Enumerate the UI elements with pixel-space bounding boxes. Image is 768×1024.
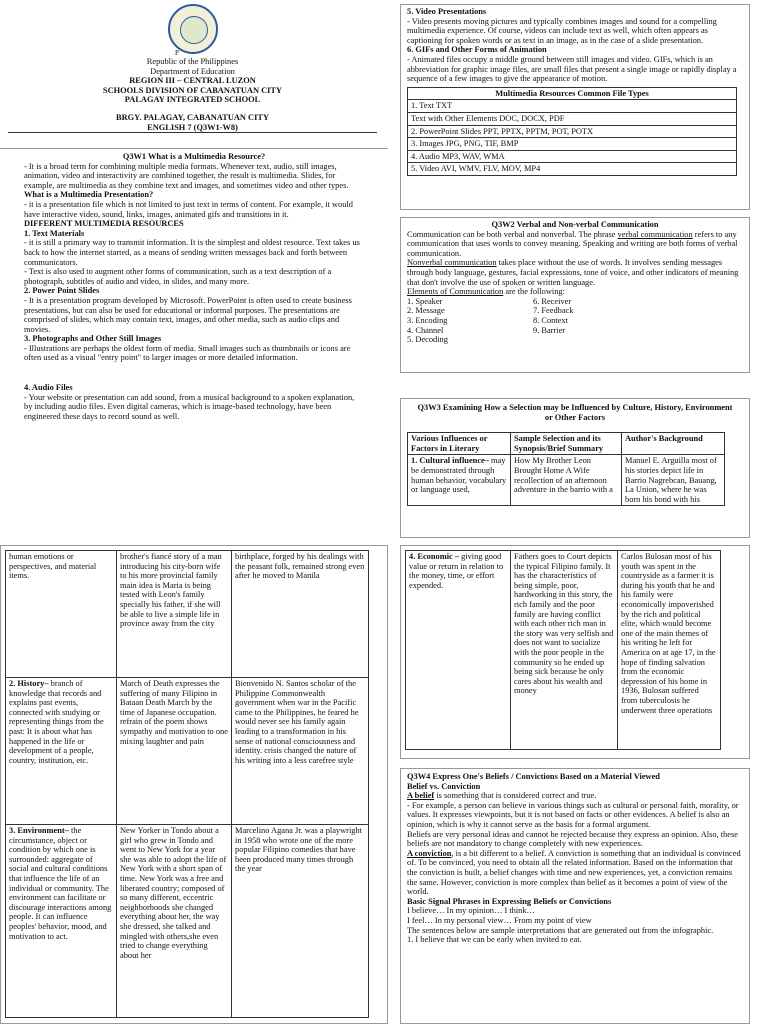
- header-region: REGION III – CENTRAL LUZON: [129, 76, 256, 86]
- file-types-row: 5. Video AVI, WMV, FLV, MOV, MP4: [408, 163, 737, 176]
- file-types-table-title: Multimedia Resources Common File Types: [408, 87, 737, 100]
- influences-header: Sample Selection and its Synopsis/Brief Summary: [511, 433, 622, 455]
- influences-cell: 4. Economic – giving good value or return in relation to the money, time, or effort expended.: [406, 551, 511, 750]
- resource-images-title: 3. Photographs and Other Still Images: [24, 334, 162, 344]
- sample-intro: The sentences below are sample interpretations that are generated out from the infographic.: [407, 925, 714, 935]
- belief-example: - For example, a person can believe in various things such as cultural or personal faith, morality, or values. It expresses viewpoints, but it is not based on facts or other evidences. A belief is also an opinion, which is why it cannot serve as the basis for a formal argument.: [407, 800, 739, 829]
- influences-cell: Marcelino Agana Jr. was a playwright in 1958 who wrote one of the more popular Filipino comedies that have been produced many times through the year: [232, 825, 369, 1018]
- deped-seal-icon: [168, 4, 218, 54]
- panel-q3w1: [0, 0, 388, 538]
- resource-text-title: 1. Text Materials: [24, 228, 85, 238]
- influences-table-continued: [5, 550, 369, 1018]
- influences-header: Author's Background: [622, 433, 725, 455]
- influences-cell: Carlos Bulosan most of his youth was spent in the countryside as a farmer it is during his youth that he and his family were economically impoverished by the rich and political elite, which would become one of the main themes of his writing he left for America on at age 17, in the hope of finding salvation from the economic depression of his home in 1936, Bulosan suffered from tuberculosis he underwent three operations: [618, 551, 721, 750]
- file-types-row: 4. Audio MP3, WAV, WMA: [408, 150, 737, 163]
- file-types-row: 3. Images JPG, PNG, TIF, BMP: [408, 138, 737, 151]
- file-types-table: [407, 87, 737, 176]
- header-school: PALAGAY INTEGRATED SCHOOL: [124, 95, 261, 105]
- element-item: 4. Channel: [407, 325, 444, 335]
- header-republic: Republic of the Philippines: [146, 57, 239, 66]
- q3w2-elements-label: Elements of Communication are the following:: [407, 287, 565, 297]
- influences-cell: 2. History– branch of knowledge that records and explains past events, connected with studying or representing things from the past: It is about what has happened in the life or development of a people, country, institution, etc.: [6, 678, 117, 825]
- resource-audio-body: - Your website or presentation can add sound, from a musical background to a spoken explanation, by including audio files. Even digital cameras, which is image-based technology, have been engineered these days to record sound as well.: [24, 392, 355, 421]
- influences-cell: Manuel E. Arguilla most of his stories depict life in Barrio Nagrebcan, Bauang, La Union, where he was born his bond with his: [622, 455, 725, 506]
- video-body: - Video presents moving pictures and typically combines images and sound for a compelling multimedia experience. Of course, videos can include text as well, which often appears as captioning for spoken words or as text in an image, as in the case of a slide presentation.: [407, 16, 717, 45]
- panel-q3w2: [400, 217, 750, 373]
- resource-text-body: - it is still a primary way to transmit information. It is the simplest and oldest resource. Text takes us back to how the internet started, as a means of sending written messages back and forth between communicators. - Text is also used to augment other forms of communication, such as a text description of a photograph, subtitles of audio and video, in slides, and many more.: [24, 238, 360, 286]
- influences-header: Various Influences or Factors in Literary: [408, 433, 511, 455]
- header-subject: ENGLISH 7 (Q3W1-W8): [8, 123, 377, 134]
- resource-images-body: - Illustrations are perhaps the oldest form of media. Small images such as thumbnails or icons are often used as a visual "entry point" to larger images or more detailed information.: [24, 343, 351, 363]
- influences-cell: 1. Cultural influence– may be demonstrated through human behavior, vocabulary or language used,: [408, 455, 511, 506]
- influences-cell: 3. Environment– the circumstance, object or condition by which one is surrounded: aggregate of social and cultural conditions that influence the life of an individual or community. The environment can facilitate or discourage interactions among people. It can influence peoples' behavior, mood, and motivation to act.: [6, 825, 117, 1018]
- file-types-row: 2. PowerPoint Slides PPT, PPTX, PPTM, POT, POTX: [408, 125, 737, 138]
- q3w2-nonverbal-paragraph: Nonverbal communication takes place without the use of words. It involves sending messages through body language, gestures, facial expressions, tone of voice, and other indicators of meaning that don't involve the use of spoken or written language.: [407, 258, 739, 287]
- belief-definition: A belief is something that is considered correct and true.: [407, 791, 597, 801]
- q3w3-title: Q3W3 Examining How a Selection may be Influenced by Culture, History, Environment or Other Factors: [417, 403, 733, 422]
- influences-cell: New Yorker in Tondo about a girl who grew in Tondo and went to New York for a year she was able to adopt the life of New York with a short span of time. New York was a free and liberated country; composed of so many different, eccentric neighborhoods she changed everything about her, the way she dressed, she talked and mingled with others,she even tried to change everything about her: [117, 825, 232, 1018]
- q3w4-title: Q3W4 Express One's Beliefs / Convictions Based on a Material Viewed: [407, 772, 660, 781]
- q3w2-title: Q3W2 Verbal and Non-verbal Communication: [491, 220, 659, 229]
- element-item: 9. Barrier: [533, 325, 566, 335]
- gif-title: 6. GIFs and Other Forms of Animation: [407, 45, 547, 55]
- element-item: 3. Encoding: [407, 315, 448, 325]
- resource-ppt-body: - It is a presentation program developed by Microsoft. PowerPoint is often used to create business presentations, but can also be used for educational or informal purposes. The presentations are comprised of slides, which may contain text, images, and other media, such as audio clips and movies.: [24, 295, 352, 334]
- header-address: BRGY. PALAGAY, CABANATUAN CITY: [115, 112, 270, 122]
- header-deped: Department of Education: [150, 66, 235, 76]
- q3w1-definition: - It is a broad term for combining multiple media formats. Whenever text, audio, still images, animation, video and interactivity are combined together, the result is multimedia. Slides, for example, are multimedia as they combine text and images, and sometimes video and other types.: [24, 161, 349, 190]
- gif-body: - Animated files occupy a middle ground between still images and video. GIFs, which is an abbreviation for graphic image files, are small files that present a single image or rapidly display a sequence of a few images to give the appearance of motion.: [407, 54, 737, 84]
- influences-cell: brother's fiancé story of a man introducing his city-born wife to his more provincial family main idea is Maria is being tested with Leon's family specially his father, if she will be able to live a simple life in province away from the city: [117, 551, 232, 678]
- file-types-row: 1. Text TXT: [408, 100, 737, 113]
- q3w1-presentation-title: What is a Multimedia Presentation?: [24, 190, 154, 200]
- element-item: [533, 335, 657, 345]
- header-p-mark: P: [175, 49, 179, 57]
- q3w2-verbal-paragraph: Communication can be both verbal and nonverbal. The phrase verbal communication refers to any communication that uses words to convey meaning. Speaking and writing are both forms of verbal communication.: [407, 229, 738, 258]
- signal-phrases-line: I believe… In my opinion… I think…: [407, 906, 535, 916]
- influences-cell: Fathers goes to Court depicts the typical Filipino family. It has the characteristics of being simple, poor, hardworking in this story, the rich family and the poor family are having conflict with each other rich man in the story was very selfish and does not want to socialize with the poor people in the community so he ended up being sick because he only cares about his wealth and money: [511, 551, 618, 750]
- influences-cell: How My Brother Leon Brought Home A Wife recollection of an afternoon adventure in the barrio with a: [511, 455, 622, 506]
- conviction-definition: A conviction, is a bit different to a belief. A conviction is something that an individual is convinced of. To be convinced, you need to obtain all the related information. Based on the information that the conviction is built, a belief changes with time and new experiences, yet, a conviction remains the same. However, conviction is more complex than belief as it becomes a point of view of the world.: [407, 848, 741, 897]
- q3w1-title: Q3W1 What is a Multimedia Resource?: [122, 152, 266, 161]
- element-item: 5. Decoding: [407, 335, 448, 345]
- q3w4-subtitle: Belief vs. Conviction: [407, 781, 481, 791]
- panel-file-types: [400, 4, 750, 210]
- video-title: 5. Video Presentations: [407, 7, 487, 16]
- element-item: 2. Message: [407, 306, 445, 316]
- influences-cell: human emotions or perspectives, and material items.: [6, 551, 117, 678]
- signal-phrases-title: Basic Signal Phrases in Expressing Beliefs or Convictions: [407, 896, 612, 906]
- header-division: SCHOOLS DIVISION OF CABANATUAN CITY: [102, 85, 283, 95]
- element-item: 6. Receiver: [533, 296, 572, 306]
- panel-q3w4: [400, 768, 750, 1024]
- influences-cell: Bienvenido N. Santos scholar of the Philippine Commonwealth government when war in the Pacific came to the Philippines, he feared he would never see his family again leading to a transformation in his sense of national consciousness and identity. crisis changed the nature of his writing into a less carefree style: [232, 678, 369, 825]
- signal-phrases-line: I feel… In my personal view… From my point of view: [407, 915, 592, 925]
- element-item: 8. Context: [533, 315, 568, 325]
- element-item: 1. Speaker: [407, 296, 443, 306]
- influences-table: [407, 432, 725, 506]
- panel-influences-continued: [0, 545, 388, 1024]
- sample-sentence: 1. I believe that we can be early when invited to eat.: [407, 935, 582, 945]
- influences-cell: March of Death expresses the suffering of many Filipino in Bataan Death March by the time of Japanese occupation. refrain of the poem shows sympathy and motivation to one mixing laughter and pain: [117, 678, 232, 825]
- panel-q3w3: [400, 398, 750, 538]
- belief-personal: Beliefs are very personal ideas and cannot be rejected because they express an opinion. Also, these beliefs are not mandatory to change completely with new experiences.: [407, 829, 738, 849]
- element-item: 7. Feedback: [533, 306, 574, 316]
- q3w1-different-resources-title: DIFFERENT MULTIMEDIA RESOURCES: [24, 219, 184, 229]
- resource-ppt-title: 2. Power Point Slides: [24, 286, 100, 296]
- influences-table-economic: [405, 550, 721, 750]
- influences-cell: birthplace, forged by his dealings with the peasant folk, remained strong even after he moved to Manila: [232, 551, 369, 678]
- elements-list: [407, 297, 743, 345]
- file-types-row: Text with Other Elements DOC, DOCX, PDF: [408, 112, 737, 125]
- resource-audio-title: 4. Audio Files: [24, 383, 73, 393]
- q3w1-presentation-definition: - it is a presentation file which is not limited to just text in terms of content. For example, it would have interactive video, sound, links, images, animated gifs and transitions in it.: [24, 199, 353, 219]
- panel-economic: [400, 545, 750, 759]
